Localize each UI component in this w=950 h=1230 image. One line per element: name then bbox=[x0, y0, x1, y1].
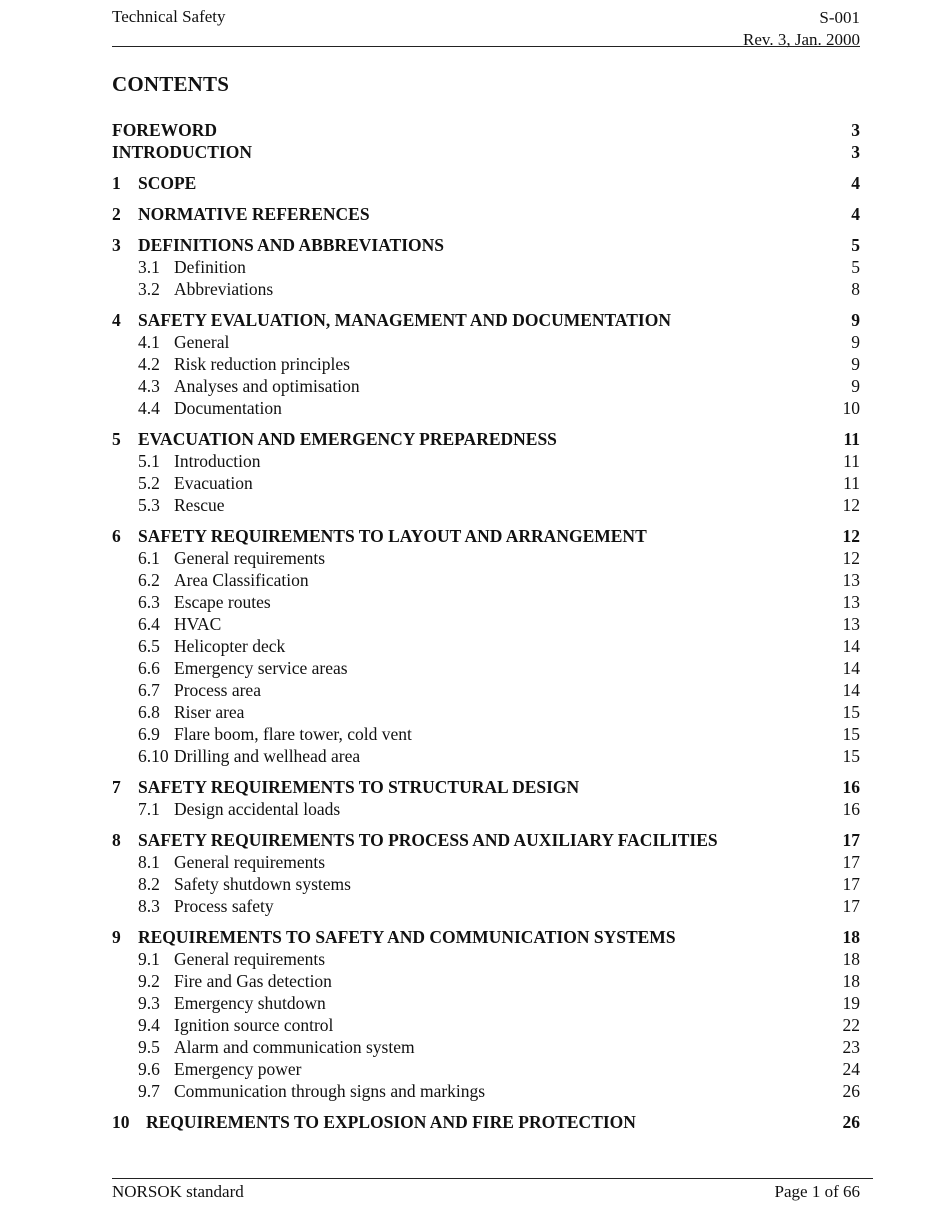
toc-subsection-number: 4.4 bbox=[138, 398, 160, 418]
toc-subsection-number: 9.5 bbox=[138, 1037, 160, 1057]
toc-subsection-number: 9.2 bbox=[138, 971, 160, 991]
toc-subsection-entry[interactable] bbox=[112, 971, 860, 993]
toc-section-entry[interactable] bbox=[112, 526, 860, 548]
header-doc-id: S-001 bbox=[819, 8, 860, 27]
toc-section-group bbox=[112, 429, 860, 517]
toc-subsection-title: Ignition source control bbox=[174, 1015, 334, 1035]
toc-subsection-number: 9.4 bbox=[138, 1015, 160, 1035]
toc-subsection-number: 6.3 bbox=[138, 592, 160, 612]
toc-subsection-entry[interactable] bbox=[112, 874, 860, 896]
toc-subsection-page: 17 bbox=[842, 874, 860, 894]
toc-subsection-page: 9 bbox=[851, 376, 860, 396]
header-title: Technical Safety bbox=[112, 7, 226, 26]
toc-subsection-title: Helicopter deck bbox=[174, 636, 286, 656]
toc-subsection-number: 3.1 bbox=[138, 257, 160, 277]
toc-subsection-page: 13 bbox=[842, 592, 860, 612]
toc-subsection-entry[interactable] bbox=[112, 993, 860, 1015]
toc-subsection-title: Analyses and optimisation bbox=[174, 376, 360, 396]
toc-entry-page: 3 bbox=[851, 142, 860, 162]
toc-subsection-entry[interactable] bbox=[112, 799, 860, 821]
toc-subsection-entry[interactable] bbox=[112, 658, 860, 680]
toc-section-title: REQUIREMENTS TO EXPLOSION AND FIRE PROTECTION bbox=[146, 1112, 636, 1132]
toc-section-number: 8 bbox=[112, 830, 121, 850]
toc-subsection-title: Emergency shutdown bbox=[174, 993, 326, 1013]
toc-section-entry[interactable] bbox=[112, 927, 860, 949]
toc-subsection-title: General requirements bbox=[174, 548, 326, 568]
toc-subsection-title: Flare boom, flare tower, cold vent bbox=[174, 724, 412, 744]
toc-section-title: SAFETY REQUIREMENTS TO STRUCTURAL DESIGN bbox=[138, 777, 580, 797]
toc-section-title: REQUIREMENTS TO SAFETY AND COMMUNICATION SYSTEMS bbox=[138, 927, 676, 947]
toc-section-entry[interactable] bbox=[112, 1112, 860, 1134]
toc-subsection-page: 10 bbox=[842, 398, 860, 418]
toc-section-title: SAFETY REQUIREMENTS TO LAYOUT AND ARRANGEMENT bbox=[138, 526, 647, 546]
toc-subsection-page: 13 bbox=[842, 570, 860, 590]
toc-subsection-page: 14 bbox=[842, 658, 860, 678]
toc-subsection-page: 19 bbox=[842, 993, 860, 1013]
toc-section-number: 7 bbox=[112, 777, 121, 797]
toc-subsection-number: 6.10 bbox=[138, 746, 169, 766]
toc-subsection-number: 7.1 bbox=[138, 799, 160, 819]
toc-subsection-number: 6.6 bbox=[138, 658, 160, 678]
toc-section-group bbox=[112, 173, 860, 195]
toc-subsection-entry[interactable] bbox=[112, 570, 860, 592]
toc-subsection-title: Communication through signs and markings bbox=[174, 1081, 486, 1101]
toc-subsection-entry[interactable] bbox=[112, 592, 860, 614]
toc-section-group bbox=[112, 526, 860, 768]
toc-section-title: NORMATIVE REFERENCES bbox=[138, 204, 370, 224]
toc-entry-title: INTRODUCTION bbox=[112, 142, 253, 162]
toc-section-entry[interactable] bbox=[112, 204, 860, 226]
toc-subsection-number: 5.3 bbox=[138, 495, 160, 515]
toc-subsection-title: Process safety bbox=[174, 896, 274, 916]
toc-entry[interactable] bbox=[112, 142, 860, 164]
toc-subsection-title: Risk reduction principles bbox=[174, 354, 350, 374]
toc-subsection-page: 13 bbox=[842, 614, 860, 634]
toc-subsection-page: 11 bbox=[843, 473, 860, 493]
toc-subsection-page: 16 bbox=[842, 799, 860, 819]
toc-subsection-entry[interactable] bbox=[112, 636, 860, 658]
toc-section-page: 26 bbox=[842, 1112, 860, 1132]
toc-section-entry[interactable] bbox=[112, 777, 860, 799]
toc-subsection-number: 8.3 bbox=[138, 896, 160, 916]
toc-section-number: 4 bbox=[112, 310, 121, 330]
toc-section-title: DEFINITIONS AND ABBREVIATIONS bbox=[138, 235, 445, 255]
toc-subsection-entry[interactable] bbox=[112, 279, 860, 301]
toc-subsection-number: 8.1 bbox=[138, 852, 160, 872]
toc-subsection-number: 6.8 bbox=[138, 702, 160, 722]
toc-section-entry[interactable] bbox=[112, 235, 860, 257]
toc-section-group bbox=[112, 235, 860, 301]
toc-section-entry[interactable] bbox=[112, 429, 860, 451]
toc-entry-title: FOREWORD bbox=[112, 120, 217, 140]
toc-subsection-number: 6.1 bbox=[138, 548, 160, 568]
toc-subsection-number: 6.5 bbox=[138, 636, 160, 656]
toc-subsection-page: 8 bbox=[851, 279, 860, 299]
header-rule bbox=[112, 46, 860, 47]
toc-subsection-entry[interactable] bbox=[112, 495, 860, 517]
toc-section-number: 6 bbox=[112, 526, 121, 546]
toc-subsection-title: General requirements bbox=[174, 949, 326, 969]
header-revision: Rev. 3, Jan. 2000 bbox=[743, 30, 860, 49]
toc-subsection-entry[interactable] bbox=[112, 614, 860, 636]
toc-subsection-entry[interactable] bbox=[112, 680, 860, 702]
toc-section-entry[interactable] bbox=[112, 173, 860, 195]
toc-subsection-number: 8.2 bbox=[138, 874, 160, 894]
toc-section-page: 17 bbox=[842, 830, 860, 850]
toc-section-title: SAFETY EVALUATION, MANAGEMENT AND DOCUMENTATION bbox=[138, 310, 671, 330]
toc-section-title: SAFETY REQUIREMENTS TO PROCESS AND AUXILIARY FACILITIES bbox=[138, 830, 718, 850]
toc-subsection-title: Fire and Gas detection bbox=[174, 971, 332, 991]
toc-subsection-entry[interactable] bbox=[112, 746, 860, 768]
toc-section-group bbox=[112, 204, 860, 226]
toc-subsection-number: 6.7 bbox=[138, 680, 160, 700]
toc-subsection-entry[interactable] bbox=[112, 949, 860, 971]
toc-section-page: 16 bbox=[842, 777, 860, 797]
contents-heading: CONTENTS bbox=[112, 72, 230, 96]
toc-section-title: SCOPE bbox=[138, 173, 197, 193]
toc-section-group bbox=[112, 927, 860, 1103]
toc-subsection-entry[interactable] bbox=[112, 724, 860, 746]
toc-subsection-entry[interactable] bbox=[112, 1059, 860, 1081]
toc-subsection-page: 14 bbox=[842, 680, 860, 700]
toc-entry-page: 3 bbox=[851, 120, 860, 140]
toc-subsection-page: 5 bbox=[851, 257, 860, 277]
toc-subsection-page: 18 bbox=[842, 971, 860, 991]
toc-subsection-page: 26 bbox=[842, 1081, 860, 1101]
toc-subsection-title: Process area bbox=[174, 680, 261, 700]
toc-subsection-number: 3.2 bbox=[138, 279, 160, 299]
toc-subsection-title: Rescue bbox=[174, 495, 225, 515]
toc-subsection-title: Introduction bbox=[174, 451, 261, 471]
toc-subsection-number: 9.3 bbox=[138, 993, 160, 1013]
toc-subsection-page: 18 bbox=[842, 949, 860, 969]
toc-subsection-title: Abbreviations bbox=[174, 279, 274, 299]
toc-subsection-page: 12 bbox=[842, 495, 860, 515]
toc-subsection-entry[interactable] bbox=[112, 257, 860, 279]
toc-section-page: 9 bbox=[851, 310, 860, 330]
toc-subsection-title: Design accidental loads bbox=[174, 799, 341, 819]
toc-subsection-entry[interactable] bbox=[112, 1037, 860, 1059]
toc-subsection-title: Riser area bbox=[174, 702, 245, 722]
toc-section-number: 3 bbox=[112, 235, 121, 255]
toc-subsection-title: Safety shutdown systems bbox=[174, 874, 351, 894]
toc-section-number: 5 bbox=[112, 429, 121, 449]
toc-section-group bbox=[112, 830, 860, 918]
toc-subsection-page: 11 bbox=[843, 451, 860, 471]
toc-subsection-entry[interactable] bbox=[112, 473, 860, 495]
toc-front-matter bbox=[112, 120, 860, 164]
toc-subsection-page: 9 bbox=[851, 332, 860, 352]
toc-subsection-title: Documentation bbox=[174, 398, 282, 418]
toc-section-group bbox=[112, 1112, 860, 1134]
toc-subsection-title: Definition bbox=[174, 257, 246, 277]
toc-subsection-title: Emergency service areas bbox=[174, 658, 348, 678]
toc-entry[interactable] bbox=[112, 120, 860, 142]
toc-section-entry[interactable] bbox=[112, 830, 860, 852]
toc-subsection-number: 4.2 bbox=[138, 354, 160, 374]
toc-section-number: 1 bbox=[112, 173, 121, 193]
footer-publisher: NORSOK standard bbox=[112, 1182, 244, 1201]
table-of-contents bbox=[112, 120, 860, 1143]
toc-subsection-number: 4.3 bbox=[138, 376, 160, 396]
toc-subsection-title: Drilling and wellhead area bbox=[174, 746, 361, 766]
toc-subsection-entry[interactable] bbox=[112, 398, 860, 420]
footer-rule bbox=[112, 1178, 873, 1179]
toc-subsection-page: 15 bbox=[842, 724, 860, 744]
toc-subsection-number: 5.2 bbox=[138, 473, 160, 493]
toc-subsection-number: 4.1 bbox=[138, 332, 160, 352]
toc-subsection-number: 9.1 bbox=[138, 949, 160, 969]
toc-subsection-title: General requirements bbox=[174, 852, 326, 872]
toc-subsection-entry[interactable] bbox=[112, 354, 860, 376]
toc-subsection-page: 14 bbox=[842, 636, 860, 656]
toc-section-page: 18 bbox=[842, 927, 860, 947]
toc-subsection-entry[interactable] bbox=[112, 376, 860, 398]
toc-subsection-entry[interactable] bbox=[112, 332, 860, 354]
toc-subsection-entry[interactable] bbox=[112, 1081, 860, 1103]
toc-subsection-number: 5.1 bbox=[138, 451, 160, 471]
toc-subsection-title: Escape routes bbox=[174, 592, 271, 612]
toc-subsection-entry[interactable] bbox=[112, 896, 860, 918]
toc-subsection-page: 15 bbox=[842, 746, 860, 766]
toc-subsection-title: Evacuation bbox=[174, 473, 253, 493]
toc-section-entry[interactable] bbox=[112, 310, 860, 332]
header-doc-info bbox=[743, 7, 860, 51]
toc-subsection-page: 24 bbox=[842, 1059, 860, 1079]
toc-subsection-entry[interactable] bbox=[112, 1015, 860, 1037]
toc-subsection-number: 9.6 bbox=[138, 1059, 160, 1079]
toc-subsection-page: 12 bbox=[842, 548, 860, 568]
toc-subsection-page: 17 bbox=[842, 896, 860, 916]
toc-section-number: 2 bbox=[112, 204, 121, 224]
toc-section-page: 12 bbox=[842, 526, 860, 546]
toc-section-group bbox=[112, 777, 860, 821]
toc-subsection-number: 6.4 bbox=[138, 614, 160, 634]
toc-section-page: 11 bbox=[843, 429, 860, 449]
toc-section-number: 9 bbox=[112, 927, 121, 947]
toc-subsection-page: 15 bbox=[842, 702, 860, 722]
toc-subsection-title: General bbox=[174, 332, 230, 352]
toc-subsection-page: 22 bbox=[842, 1015, 860, 1035]
toc-section-title: EVACUATION AND EMERGENCY PREPAREDNESS bbox=[138, 429, 557, 449]
toc-subsection-number: 6.9 bbox=[138, 724, 160, 744]
footer-page-number: Page 1 of 66 bbox=[774, 1182, 860, 1201]
toc-subsection-entry[interactable] bbox=[112, 852, 860, 874]
toc-section-page: 4 bbox=[851, 204, 860, 224]
toc-subsection-title: Alarm and communication system bbox=[174, 1037, 415, 1057]
toc-subsection-entry[interactable] bbox=[112, 548, 860, 570]
toc-section-page: 5 bbox=[851, 235, 860, 255]
toc-subsection-page: 9 bbox=[851, 354, 860, 374]
toc-section-number: 10 bbox=[112, 1112, 130, 1132]
toc-subsection-number: 9.7 bbox=[138, 1081, 160, 1101]
toc-section-page: 4 bbox=[851, 173, 860, 193]
toc-subsection-title: HVAC bbox=[174, 614, 222, 634]
toc-subsection-number: 6.2 bbox=[138, 570, 160, 590]
toc-subsection-entry[interactable] bbox=[112, 451, 860, 473]
toc-section-group bbox=[112, 310, 860, 420]
toc-subsection-entry[interactable] bbox=[112, 702, 860, 724]
toc-subsection-title: Area Classification bbox=[174, 570, 309, 590]
toc-subsection-page: 23 bbox=[842, 1037, 860, 1057]
toc-subsection-title: Emergency power bbox=[174, 1059, 302, 1079]
toc-subsection-page: 17 bbox=[842, 852, 860, 872]
